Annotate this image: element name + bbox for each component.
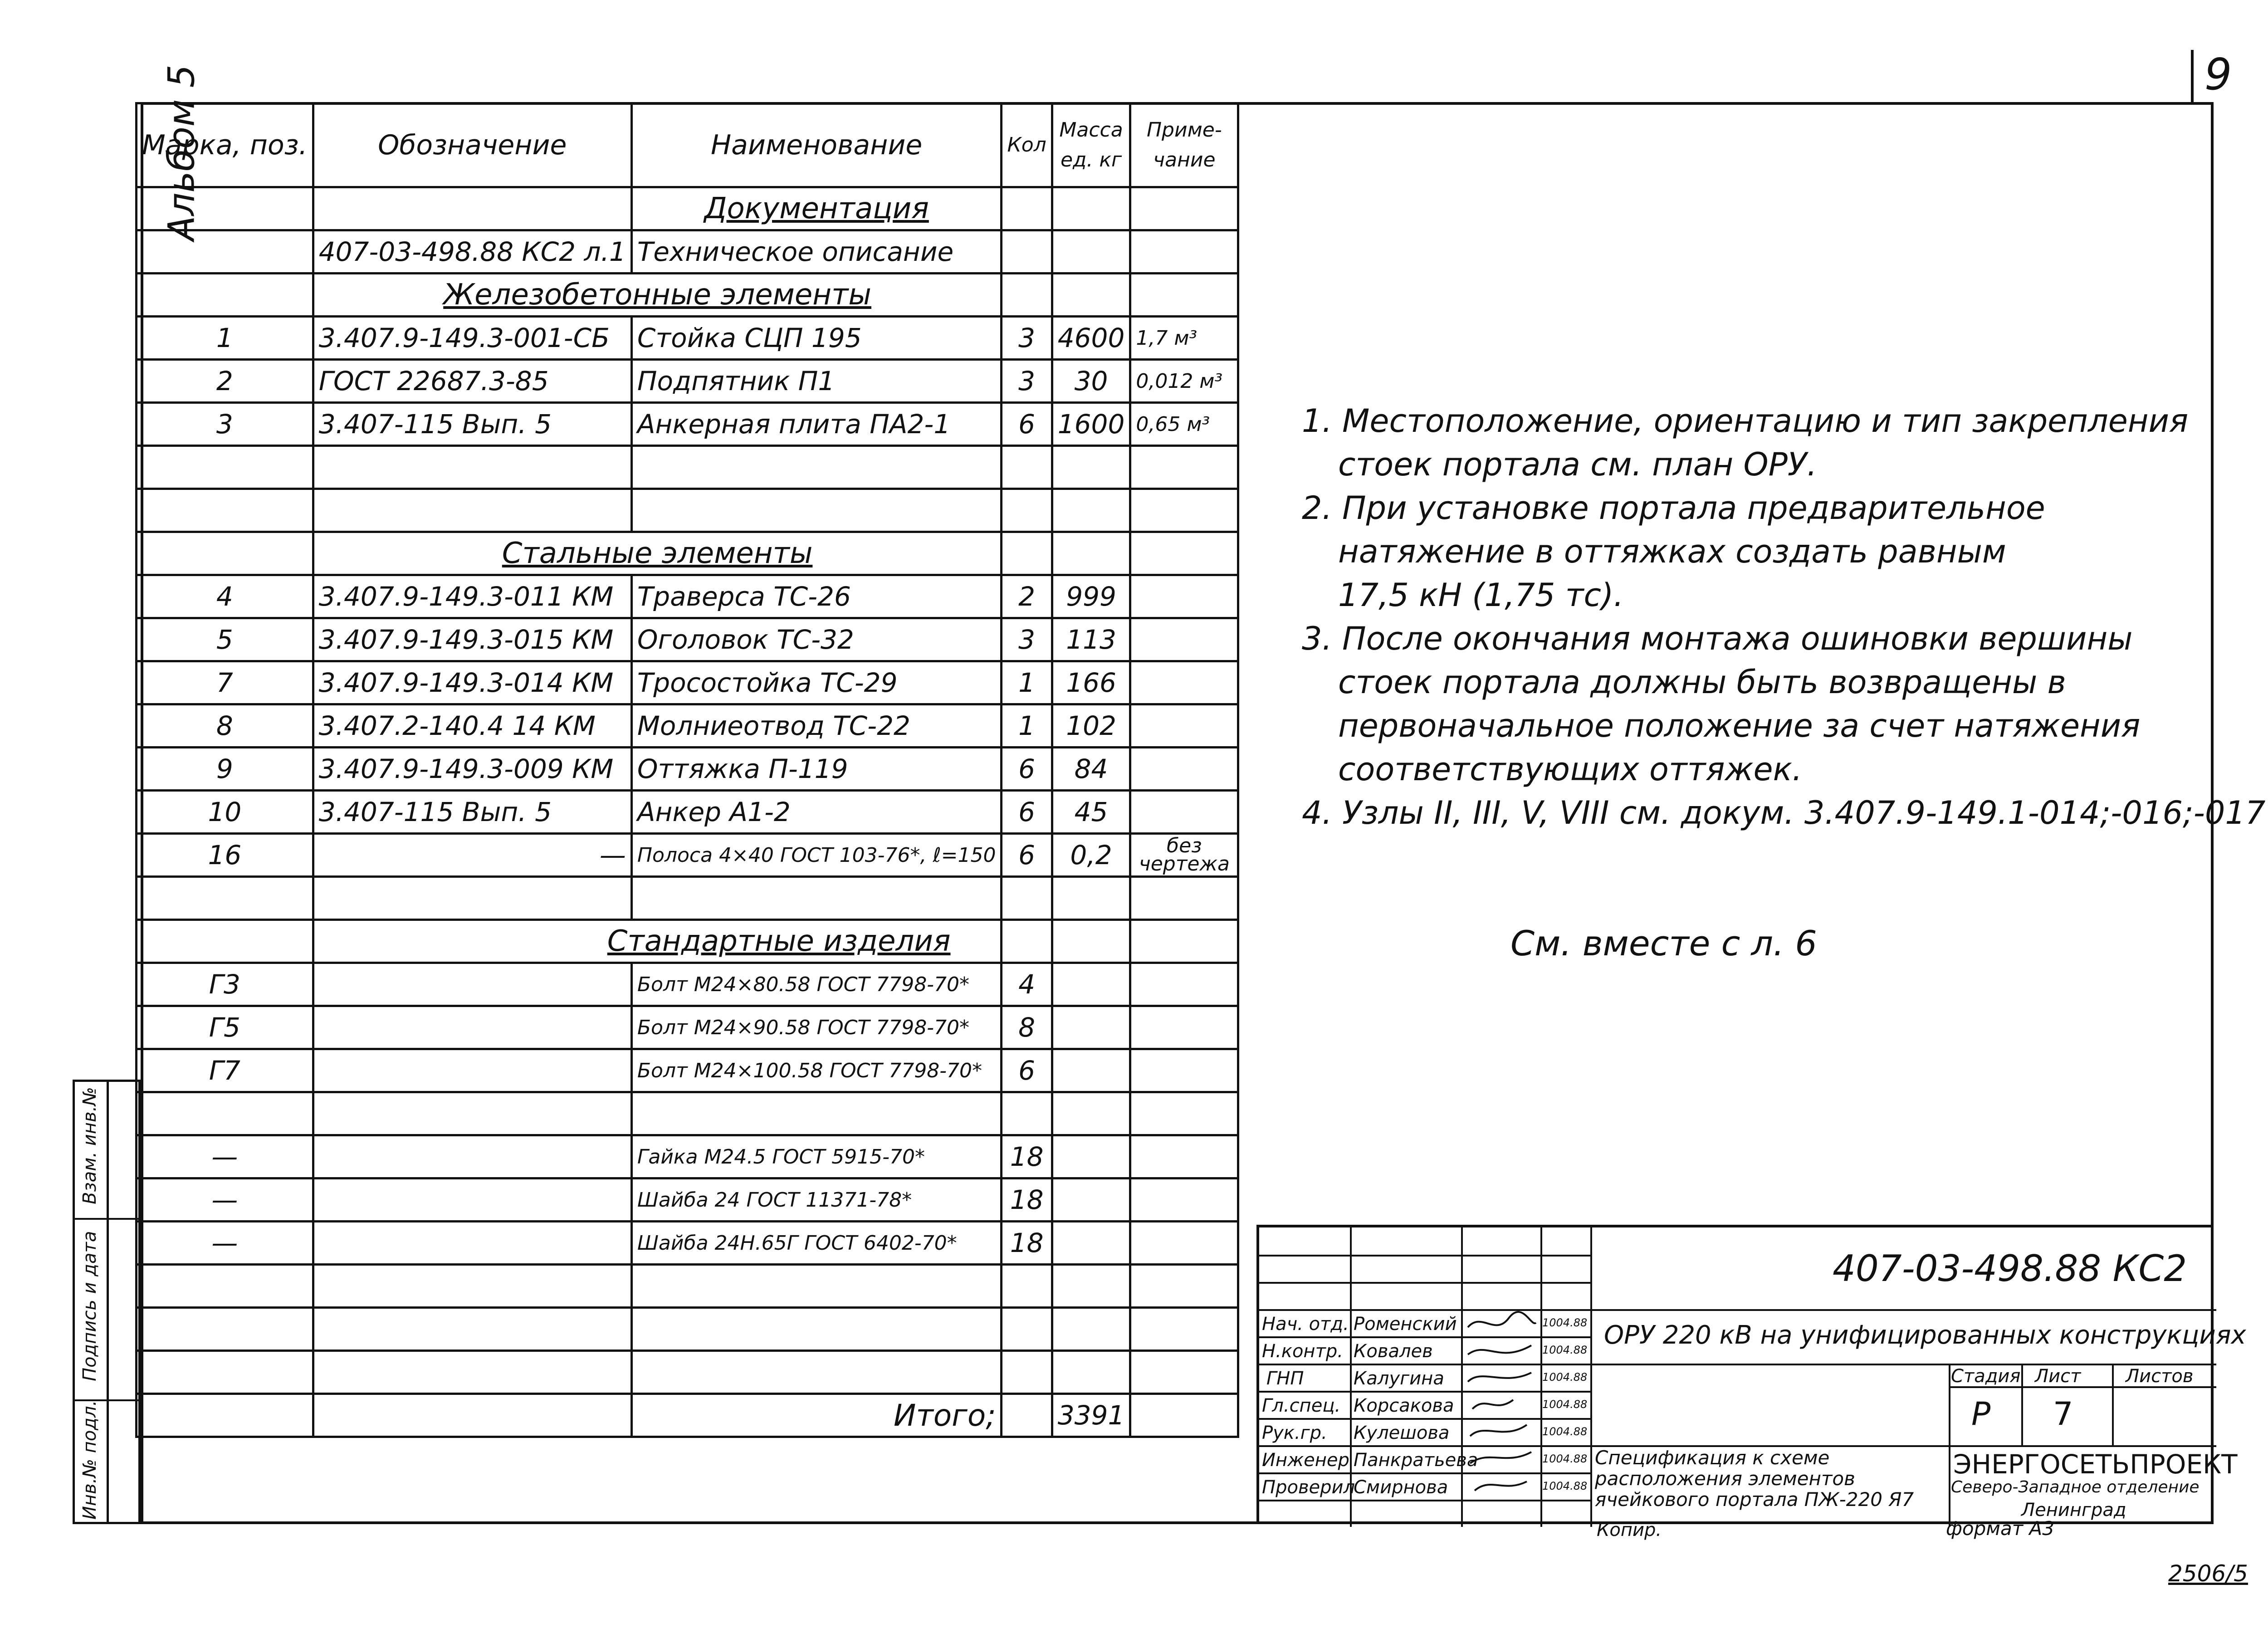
grid-line	[1259, 1500, 1590, 1501]
cell-qty: 8	[1002, 1006, 1052, 1049]
grid-line	[2021, 1364, 2023, 1445]
cell-name: Подпятник П1	[631, 360, 1002, 403]
person-name: Кулешова	[1354, 1423, 1450, 1443]
cell-name: Оголовок ТС-32	[631, 618, 1002, 661]
header-qty: Кол	[1002, 103, 1052, 187]
empty-row	[137, 446, 1238, 489]
cell-note: 0,012 м³	[1130, 360, 1238, 403]
cell-qty: 6	[1002, 791, 1052, 834]
cell-note	[1130, 704, 1238, 748]
cell-mass: 0,2	[1052, 834, 1130, 877]
cell-mass: 30	[1052, 360, 1130, 403]
cell-mark: 8	[137, 704, 313, 748]
cell-note	[1130, 661, 1238, 704]
table-row	[137, 1049, 1238, 1092]
empty-row	[137, 1351, 1238, 1394]
cell-qty: 2	[1002, 575, 1052, 618]
cell-designation: 3.407.9-149.3-009 КМ	[313, 748, 631, 791]
header-designation: Обозначение	[313, 103, 631, 187]
sheet-value: 7	[2053, 1395, 2073, 1433]
table-row	[137, 748, 1238, 791]
archive-number: 2506/5	[2168, 1560, 2248, 1587]
cell-name: Оттяжка П-119	[631, 748, 1002, 791]
cell-note: 0,65 м³	[1130, 403, 1238, 446]
cell-designation: ГОСТ 22687.3-85	[313, 360, 631, 403]
cell-note	[1130, 1178, 1238, 1222]
cell-mass: 84	[1052, 748, 1130, 791]
role-label: Нач. отд.	[1262, 1314, 1349, 1335]
cell-qty: 18	[1002, 1135, 1052, 1178]
empty-row	[137, 489, 1238, 532]
format-label: формат А3	[1946, 1517, 2054, 1540]
cell-mass: 102	[1052, 704, 1130, 748]
cell-qty: 3	[1002, 618, 1052, 661]
cell-qty: 3	[1002, 360, 1052, 403]
sign-date: 1004.88	[1542, 1371, 1588, 1384]
cell-qty: 6	[1002, 1049, 1052, 1092]
general-notes	[1302, 399, 2265, 835]
stamp-label: Инв.№ подл.	[79, 1400, 100, 1520]
cell-name: Шайба 24Н.65Г ГОСТ 6402-70*	[631, 1222, 1002, 1265]
table-row	[137, 704, 1238, 748]
cell-qty: 6	[1002, 834, 1052, 877]
cell-mark: 5	[137, 618, 313, 661]
cell-mass	[1052, 1222, 1130, 1265]
signature-mark	[1475, 1482, 1527, 1491]
cell-designation	[313, 1049, 631, 1092]
document-code: 407-03-498.88 КС2	[1833, 1247, 2187, 1290]
cell-mark: 3	[137, 403, 313, 446]
cell-mark: 16	[137, 834, 313, 877]
signatures	[1463, 1309, 1540, 1500]
cell-designation: 3.407.9-149.3-011 КМ	[313, 575, 631, 618]
table-row	[137, 834, 1238, 877]
cell-name: Молниеотвод ТС-22	[631, 704, 1002, 748]
table-row	[137, 1222, 1238, 1265]
table-row	[137, 403, 1238, 446]
page-number-divider	[2191, 50, 2194, 104]
cell-qty: 1	[1002, 661, 1052, 704]
cell-qty: 6	[1002, 403, 1052, 446]
table-row	[137, 791, 1238, 834]
cell-name: Болт М24×80.58 ГОСТ 7798-70*	[631, 963, 1002, 1006]
cell-mass	[1052, 1135, 1130, 1178]
cell-mark: 2	[137, 360, 313, 403]
table-row	[137, 661, 1238, 704]
stamp-label: Взам. инв.№	[79, 1087, 100, 1204]
cell-mark: —	[137, 1135, 313, 1178]
org-city: Ленинград	[2021, 1500, 2126, 1521]
cell-name: Полоса 4×40 ГОСТ 103-76*, ℓ=150	[631, 834, 1002, 877]
person-name: Корсакова	[1354, 1395, 1454, 1416]
person-name: Роменский	[1354, 1314, 1457, 1335]
note-line: 1. Местоположение, ориентацию и тип закрепления	[1302, 402, 2189, 440]
signature-mark	[1468, 1312, 1536, 1327]
person-name: Калугина	[1354, 1368, 1444, 1389]
specification-table	[135, 102, 1239, 1438]
grid-line	[1590, 1309, 2216, 1311]
stage-label: Стадия	[1951, 1366, 2021, 1387]
signature-mark	[1470, 1452, 1531, 1463]
section-standard: Стандартные изделия	[313, 920, 1002, 963]
total-value: 3391	[1052, 1394, 1130, 1437]
sign-date: 1004.88	[1542, 1452, 1588, 1465]
empty-row	[137, 1308, 1238, 1351]
cell-mass: 4600	[1052, 317, 1130, 360]
cell-mass	[1052, 1178, 1130, 1222]
grid-line	[1949, 1364, 1950, 1527]
role-label: Гл.спец.	[1262, 1395, 1341, 1416]
note-line: первоначальное положение за счет натяжения	[1338, 707, 2141, 744]
cell-designation: 3.407.9-149.3-001-СБ	[313, 317, 631, 360]
stamp-divider	[75, 1218, 138, 1220]
org-subdivision: Северо-Западное отделение	[1951, 1478, 2200, 1496]
cell-note: 1,7 м³	[1130, 317, 1238, 360]
sign-date: 1004.88	[1542, 1398, 1588, 1411]
role-label: Н.контр.	[1262, 1341, 1343, 1362]
table-row	[137, 230, 1238, 274]
header-mark: Марка, поз.	[137, 103, 313, 187]
sign-date: 1004.88	[1542, 1425, 1588, 1438]
cell-name: Анкерная плита ПА2-1	[631, 403, 1002, 446]
table-row	[137, 1006, 1238, 1049]
cell-mark: Г7	[137, 1049, 313, 1092]
table-row	[137, 963, 1238, 1006]
note-line: стоек портала должны быть возвращены в	[1338, 664, 2066, 701]
section-row	[137, 187, 1238, 230]
cell-mark: 1	[137, 317, 313, 360]
cell-qty: 18	[1002, 1178, 1052, 1222]
cell-mass	[1052, 1049, 1130, 1092]
signature-mark	[1468, 1345, 1531, 1354]
note-line: натяжение в оттяжках создать равным	[1338, 533, 2006, 570]
table-row	[137, 618, 1238, 661]
cell-mark: Г3	[137, 963, 313, 1006]
doc-designation: 407-03-498.88 КС2 л.1	[313, 230, 631, 274]
page-number: 9	[2204, 50, 2232, 100]
cell-mark: 10	[137, 791, 313, 834]
cell-designation	[313, 1135, 631, 1178]
section-row	[137, 920, 1238, 963]
cell-mark: —	[137, 1178, 313, 1222]
grid-line	[1590, 1227, 1592, 1527]
cell-name: Анкер А1-2	[631, 791, 1002, 834]
cell-name: Стойка СЦП 195	[631, 317, 1002, 360]
role-label: ГНП	[1266, 1368, 1304, 1389]
cell-mass: 166	[1052, 661, 1130, 704]
empty-row	[137, 1092, 1238, 1135]
org-name: ЭНЕРГОСЕТЬПРОЕКТ	[1953, 1449, 2238, 1480]
cell-designation	[313, 1178, 631, 1222]
sign-date: 1004.88	[1542, 1480, 1588, 1492]
cell-note	[1130, 1049, 1238, 1092]
cell-mark: Г5	[137, 1006, 313, 1049]
total-row	[137, 1394, 1238, 1437]
role-label: Инженер	[1262, 1450, 1349, 1471]
cell-designation: 3.407.2-140.4 14 КМ	[313, 704, 631, 748]
sign-date: 1004.88	[1542, 1316, 1588, 1329]
sheets-label: Листов	[2126, 1366, 2194, 1387]
grid-line	[1259, 1282, 1590, 1284]
grid-line	[1461, 1227, 1463, 1527]
person-name: Смирнова	[1354, 1477, 1448, 1498]
signature-mark	[1472, 1400, 1513, 1409]
cell-mass: 999	[1052, 575, 1130, 618]
grid-line	[1259, 1255, 1590, 1257]
stamp-label: Подпись и дата	[79, 1231, 100, 1381]
grid-line	[1259, 1364, 1590, 1365]
album-label: Альбом 5	[160, 64, 203, 241]
cell-qty: 1	[1002, 704, 1052, 748]
cell-qty: 6	[1002, 748, 1052, 791]
cell-designation	[313, 1222, 631, 1265]
grid-line	[1259, 1309, 1590, 1311]
cell-name: Болт М24×90.58 ГОСТ 7798-70*	[631, 1006, 1002, 1049]
project-title: ОРУ 220 кВ на унифицированных конструкциях	[1604, 1320, 2246, 1350]
cell-name: Шайба 24 ГОСТ 11371-78*	[631, 1178, 1002, 1222]
cell-note	[1130, 575, 1238, 618]
cell-mass	[1052, 963, 1130, 1006]
cell-mass: 1600	[1052, 403, 1130, 446]
copier-label: Копир.	[1597, 1520, 1662, 1540]
table-row	[137, 1135, 1238, 1178]
cell-note	[1130, 963, 1238, 1006]
cell-designation	[313, 1006, 631, 1049]
cell-mark: 9	[137, 748, 313, 791]
note-line: 4. Узлы II, III, V, VIII см. докум. 3.407.9-149.1-014;-016;-017	[1302, 794, 2266, 831]
section-concrete: Железобетонные элементы	[313, 274, 1002, 317]
header-note: Приме- чание	[1130, 103, 1238, 187]
cell-designation: 3.407.9-149.3-014 КМ	[313, 661, 631, 704]
cell-note	[1130, 1006, 1238, 1049]
cell-qty: 18	[1002, 1222, 1052, 1265]
cell-note	[1130, 1135, 1238, 1178]
cell-mark: —	[137, 1222, 313, 1265]
cell-qty: 3	[1002, 317, 1052, 360]
table-row	[137, 575, 1238, 618]
sheet-label: Лист	[2035, 1366, 2081, 1387]
grid-line	[1590, 1364, 2216, 1365]
stage-value: Р	[1971, 1395, 1991, 1433]
cell-mark: 4	[137, 575, 313, 618]
grid-line	[1259, 1418, 1590, 1420]
cell-note: без чертежа	[1130, 834, 1238, 877]
document-name: Спецификация к схеме расположения элементов ячейкового портала ПЖ-220 Я7	[1595, 1447, 1914, 1511]
table-row	[137, 360, 1238, 403]
role-label: Рук.гр.	[1262, 1423, 1327, 1443]
grid-line	[1259, 1391, 1590, 1393]
table-row	[137, 1178, 1238, 1222]
section-row	[137, 274, 1238, 317]
note-line: 2. При установке портала предварительное	[1302, 489, 2045, 527]
header-mass: Масса ед. кг	[1052, 103, 1130, 187]
cell-designation: —	[313, 834, 631, 877]
role-label: Проверил	[1262, 1477, 1355, 1498]
person-name: Панкратьева	[1354, 1450, 1478, 1471]
note-line: стоек портала см. план ОРУ.	[1338, 446, 1817, 483]
table-header-row	[137, 103, 1238, 187]
doc-name: Техническое описание	[631, 230, 1002, 274]
person-name: Ковалев	[1354, 1341, 1433, 1362]
header-name: Наименование	[631, 103, 1002, 187]
left-side-stamp	[73, 1080, 141, 1524]
section-steel: Стальные элементы	[313, 532, 1002, 575]
cell-note	[1130, 791, 1238, 834]
cell-designation: 3.407-115 Вып. 5	[313, 791, 631, 834]
cell-qty: 4	[1002, 963, 1052, 1006]
grid-line	[1259, 1336, 1590, 1338]
total-label: Итого;	[631, 1394, 1002, 1437]
empty-row	[137, 877, 1238, 920]
cell-note	[1130, 1222, 1238, 1265]
cell-designation: 3.407.9-149.3-015 КМ	[313, 618, 631, 661]
grid-line	[1259, 1472, 1590, 1474]
signature-mark	[1468, 1373, 1531, 1382]
cell-note	[1130, 748, 1238, 791]
cell-name: Тросостойка ТС-29	[631, 661, 1002, 704]
cell-mark: 7	[137, 661, 313, 704]
note-line: соответствующих оттяжек.	[1338, 751, 1803, 788]
section-row	[137, 532, 1238, 575]
cell-note	[1130, 618, 1238, 661]
cell-mass: 113	[1052, 618, 1130, 661]
cell-mass: 45	[1052, 791, 1130, 834]
signature-mark	[1470, 1425, 1527, 1436]
grid-line	[2112, 1364, 2114, 1445]
cell-name: Болт М24×100.58 ГОСТ 7798-70*	[631, 1049, 1002, 1092]
see-together-note: См. вместе с л. 6	[1510, 923, 1817, 963]
grid-line	[1259, 1445, 1590, 1447]
cell-name: Гайка М24.5 ГОСТ 5915-70*	[631, 1135, 1002, 1178]
note-line: 3. После окончания монтажа ошиновки вершины	[1302, 620, 2133, 657]
note-line: 17,5 кН (1,75 тс).	[1338, 577, 1624, 614]
section-docs: Документация	[631, 187, 1002, 230]
cell-designation	[313, 963, 631, 1006]
cell-designation: 3.407-115 Вып. 5	[313, 403, 631, 446]
cell-mass	[1052, 1006, 1130, 1049]
cell-name: Траверса ТС-26	[631, 575, 1002, 618]
empty-row	[137, 1265, 1238, 1308]
sign-date: 1004.88	[1542, 1344, 1588, 1356]
table-row	[137, 317, 1238, 360]
